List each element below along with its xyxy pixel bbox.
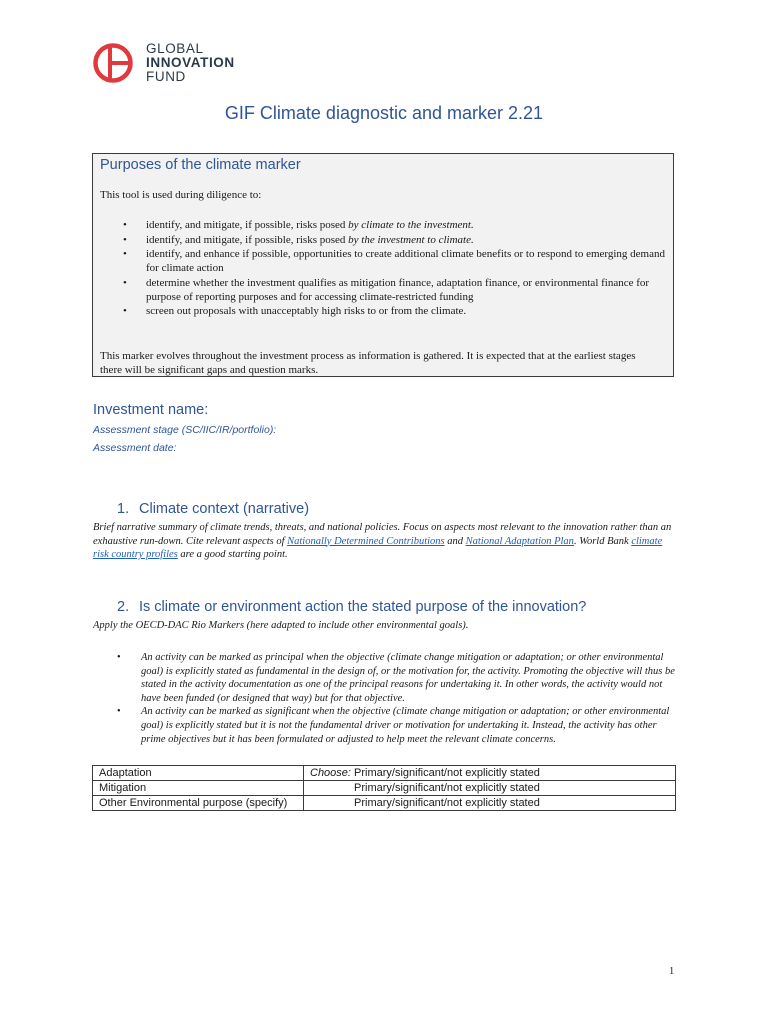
purpose-intro: This tool is used during diligence to: xyxy=(100,189,262,201)
marker-definitions-list xyxy=(93,651,678,746)
purpose-item: • determine whether the investment qualifies as mitigation finance, adaptation finance, or environmental finance for purpose of reporting purposes and for accessing climate-restricted funding xyxy=(123,276,650,303)
purpose-item: • identify, and enhance if possible, opportunities to create additional climate benefits or to respond to emerging demand for climate action xyxy=(123,248,665,274)
bullet-icon: • xyxy=(123,305,127,317)
row-label: Other Environmental purpose (specify) xyxy=(93,796,304,811)
purpose-list xyxy=(93,218,668,319)
row-value[interactable]: Primary/significant/not explicitly stated xyxy=(354,767,540,779)
row-value-cell[interactable] xyxy=(304,781,676,796)
row-value[interactable]: Primary/significant/not explicitly stated xyxy=(354,782,540,794)
table-row xyxy=(93,796,676,811)
purpose-item: • identify, and mitigate, if possible, risks posed by the investment to climate. xyxy=(123,233,474,246)
purpose-item: • screen out proposals with unacceptably high risks to or from the climate. xyxy=(123,305,467,317)
logo-line-2: INNOVATION xyxy=(146,55,235,70)
table-row xyxy=(93,766,676,781)
bullet-icon: • xyxy=(117,706,121,718)
logo-line-3: FUND xyxy=(146,69,186,84)
table-row xyxy=(93,781,676,796)
bullet-icon: • xyxy=(123,276,127,289)
purpose-item: • identify, and mitigate, if possible, risks posed by climate to the investment. xyxy=(123,219,474,231)
purpose-heading: Purposes of the climate marker xyxy=(100,157,301,173)
section-1-body: Brief narrative summary of climate trends, threats, and national policies. Focus on aspects most relevant to the innovation rather than an exhaustive run-down. Cite relevant aspects of Nationally Determined Contributions and National Adaptation Plan. World Bank climate risk country profiles are a good starting point. xyxy=(93,522,672,560)
purpose-outro: This marker evolves throughout the investment process as information is gathered. It is expected that at the earliest stages there will be significant gaps and question marks. xyxy=(100,350,636,376)
link-ndc[interactable]: Nationally Determined Contributions xyxy=(287,535,445,547)
assessment-stage-label: Assessment stage (SC/IIC/IR/portfolio): xyxy=(93,424,277,436)
row-label: Adaptation xyxy=(93,766,304,781)
bullet-icon: • xyxy=(117,652,121,663)
section-2-heading xyxy=(117,599,677,619)
row-value-cell[interactable] xyxy=(304,796,676,811)
marker-definition-principal: • An activity can be marked as principal when the objective (climate change mitigation or adaptation; or other environmental goal) is explicitly stated as fundamental in the design of, or the motivation for, the activity. Promoting the objective will thus be stated in the activity documentation as one of the principal reasons for undertaking it. In other words, the activity would not have been funded (or designed that way) but for that objective. xyxy=(117,652,675,704)
logo-line-1: GLOBAL xyxy=(146,41,204,56)
section-1-heading xyxy=(117,501,677,521)
purpose-box xyxy=(92,153,674,377)
logo xyxy=(92,42,272,86)
row-value-cell[interactable]: Choose: Primary/significant/not explicitly stated xyxy=(304,766,676,781)
marker-definition-significant: • An activity can be marked as significant when the objective (climate change mitigation or adaptation; or other environmental goal) is explicitly stated but it is not the fundamental driver or motivation for undertaking it. Instead, the activity has other prime objectives but it has been formulated or adjusted to help meet the relevant climate concerns. xyxy=(117,706,670,745)
link-climate-risk-profiles[interactable]: climate risk country profiles xyxy=(93,535,663,560)
row-label: Mitigation xyxy=(93,781,304,796)
section-title: Is climate or environment action the stated purpose of the innovation? xyxy=(139,599,587,615)
logo-mark-icon xyxy=(92,42,134,84)
link-nap[interactable]: National Adaptation Plan xyxy=(465,535,574,547)
section-number: 1. xyxy=(117,501,130,517)
bullet-icon: • xyxy=(123,233,127,246)
section-2-intro: Apply the OECD-DAC Rio Markers (here adapted to include other environmental goals). xyxy=(93,620,469,631)
page-number: 1 xyxy=(669,966,675,977)
document-title: GIF Climate diagnostic and marker 2.21 xyxy=(224,103,544,123)
purpose-table xyxy=(92,765,676,811)
row-value[interactable]: Primary/significant/not explicitly stated xyxy=(354,797,540,809)
section-title: Climate context (narrative) xyxy=(139,501,310,517)
logo-text xyxy=(146,42,235,84)
assessment-date-label: Assessment date: xyxy=(93,442,177,454)
bullet-icon: • xyxy=(123,219,127,231)
investment-name-label: Investment name: xyxy=(93,402,209,418)
bullet-icon: • xyxy=(123,248,127,260)
section-number: 2. xyxy=(117,599,130,615)
